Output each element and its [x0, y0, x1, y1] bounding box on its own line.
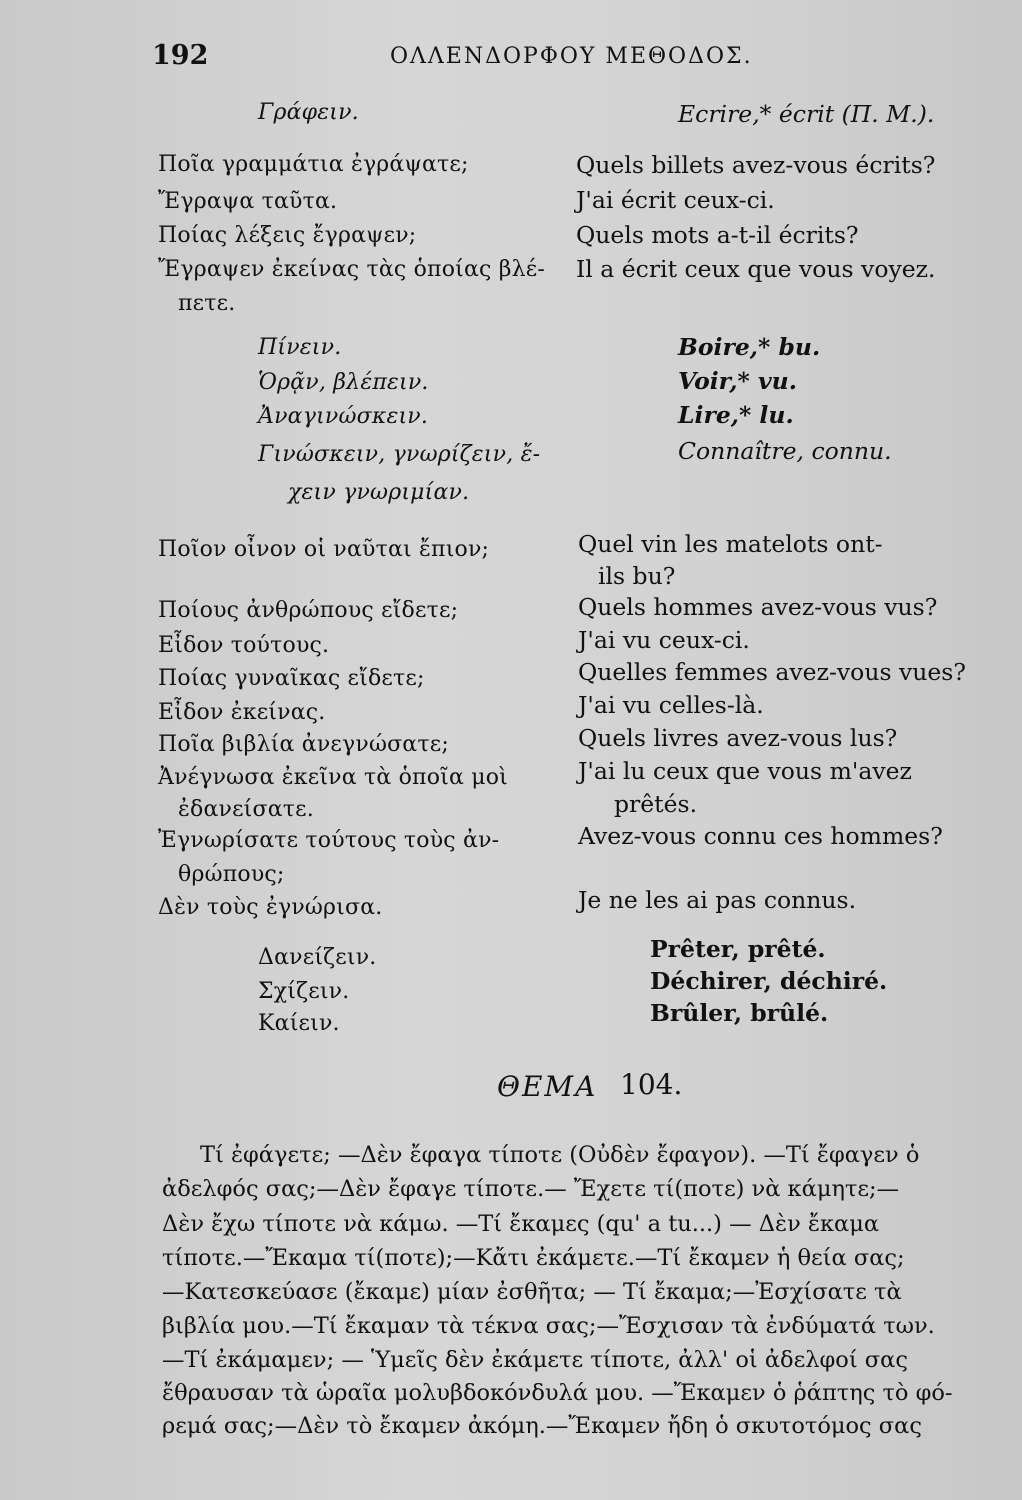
- french-line: Quels billets avez-vous écrits?: [576, 151, 936, 179]
- french-vocab: Brûler, brûlé.: [650, 999, 829, 1027]
- exercise-line: τίποτε.—Ἔκαμα τί(ποτε);—Κἄτι ἐκάμετε.—Τί ἔκαμεν ἡ θεία σας;: [162, 1245, 905, 1271]
- greek-vocab: Γινώσκειν, γνωρίζειν, ἔ-: [258, 442, 541, 467]
- french-vocab: Prêter, prêté.: [650, 935, 826, 963]
- exercise-line: ἔθραυσαν τὰ ὡραῖα μολυβδοκόνδυλά μου. —Ἔκαμεν ὁ ῥάπτης τὸ φό-: [162, 1380, 953, 1406]
- french-line: Quels hommes avez-vous vus?: [578, 593, 938, 621]
- french-line: Je ne les ai pas connus.: [578, 886, 857, 914]
- french-line: J'ai vu celles-là.: [578, 691, 764, 719]
- greek-vocab: Ἀναγινώσκειν.: [258, 404, 429, 429]
- french-line: Quels mots a-t-il écrits?: [576, 221, 859, 249]
- greek-vocab: Ὁρᾷν, βλέπειν.: [258, 370, 429, 395]
- french-vocab: Voir,* vu.: [678, 367, 797, 395]
- greek-line: Ἔγραψα ταῦτα.: [158, 189, 338, 214]
- greek-line: Δὲν τοὺς ἐγνώρισα.: [158, 895, 383, 920]
- french-line: Quels livres avez-vous lus?: [578, 724, 898, 752]
- french-vocab: Lire,* lu.: [678, 401, 794, 429]
- exercise-line: —Τί ἐκάμαμεν; — Ὑμεῖς δὲν ἐκάμετε τίποτε, ἀλλ' οἱ ἀδελφοί σας: [162, 1347, 908, 1373]
- greek-line: Εἶδον ἐκείνας.: [158, 700, 326, 725]
- exercise-line: ἀδελφός σας;—Δὲν ἔφαγε τίποτε.— Ἔχετε τί(ποτε) νὰ κάμητε;—: [162, 1176, 900, 1202]
- greek-vocab: Δανείζειν.: [258, 945, 377, 970]
- greek-heading: Γράφειν.: [258, 100, 359, 125]
- greek-line: ἐδανείσατε.: [178, 797, 314, 822]
- french-line: J'ai lu ceux que vous m'avez: [578, 757, 912, 785]
- greek-line: Ποίους ἀνθρώπους εἴδετε;: [158, 598, 459, 623]
- greek-line: Ποίας λέξεις ἔγραψεν;: [158, 223, 417, 248]
- french-line: J'ai vu ceux-ci.: [578, 626, 750, 654]
- greek-line: θρώπους;: [178, 862, 285, 887]
- greek-line: Ποῖα γραμμάτια ἐγράψατε;: [158, 152, 469, 177]
- greek-vocab: Πίνειν.: [258, 335, 342, 360]
- greek-line: Ἀνέγνωσα ἐκεῖνα τὰ ὁποῖα μοὶ: [158, 765, 509, 790]
- exercise-line: Τί ἐφάγετε; —Δὲν ἔφαγα τίποτε (Οὐδὲν ἔφαγον). —Τί ἔφαγεν ὁ: [200, 1142, 920, 1168]
- french-vocab: Déchirer, déchiré.: [650, 967, 888, 995]
- greek-line: Ποίας γυναῖκας εἴδετε;: [158, 666, 425, 691]
- french-line: ils bu?: [598, 562, 676, 590]
- greek-vocab: Σχίζειν.: [258, 979, 350, 1004]
- french-line: prêtés.: [614, 790, 698, 818]
- exercise-line: —Κατεσκεύασε (ἔκαμε) μίαν ἐσθῆτα; — Τί ἔκαμα;—Ἐσχίσατε τὰ: [162, 1279, 902, 1305]
- greek-line: Εἶδον τούτους.: [158, 633, 330, 658]
- greek-vocab: Καίειν.: [258, 1011, 340, 1036]
- running-title: ΟΛΛΕΝΔΟΡΦΟΥ ΜΕΘΟΔΟΣ.: [390, 44, 753, 69]
- greek-line: Ποῖον οἶνον οἱ ναῦται ἔπιον;: [158, 537, 490, 562]
- french-vocab: Boire,* bu.: [678, 333, 821, 361]
- exercise-line: Δὲν ἔχω τίποτε νὰ κάμω. —Τί ἔκαμες (qu' a tu...) — Δὲν ἔκαμα: [162, 1211, 880, 1237]
- french-line: Il a écrit ceux que vous voyez.: [576, 255, 936, 283]
- page-number: 192: [152, 40, 209, 71]
- exercise-title: ΘΕΜΑ: [497, 1070, 598, 1103]
- greek-vocab: χειν γνωριμίαν.: [288, 480, 470, 505]
- french-line: Quelles femmes avez-vous vues?: [578, 658, 966, 686]
- french-line: Quel vin les matelots ont-: [578, 530, 883, 558]
- french-line: Avez-vous connu ces hommes?: [578, 822, 943, 850]
- greek-line: πετε.: [178, 291, 236, 316]
- french-vocab: Connaître, connu.: [678, 437, 892, 465]
- exercise-line: ρεμά σας;—Δὲν τὸ ἔκαμεν ἀκόμη.—Ἔκαμεν ἤδη ὁ σκυτοτόμος σας: [162, 1413, 922, 1439]
- greek-line: Ποῖα βιβλία ἀνεγνώσατε;: [158, 732, 449, 757]
- exercise-number: 104.: [620, 1068, 683, 1101]
- french-heading: Ecrire,* écrit (Π. Μ.).: [678, 100, 935, 128]
- exercise-line: βιβλία μου.—Τί ἔκαμαν τὰ τέκνα σας;—Ἔσχισαν τὰ ἐνδύματά των.: [162, 1313, 935, 1339]
- greek-line: Ἐγνωρίσατε τούτους τοὺς ἀν-: [158, 828, 500, 853]
- french-line: J'ai écrit ceux-ci.: [576, 186, 775, 214]
- greek-line: Ἔγραψεν ἐκείνας τὰς ὁποίας βλέ-: [158, 257, 546, 282]
